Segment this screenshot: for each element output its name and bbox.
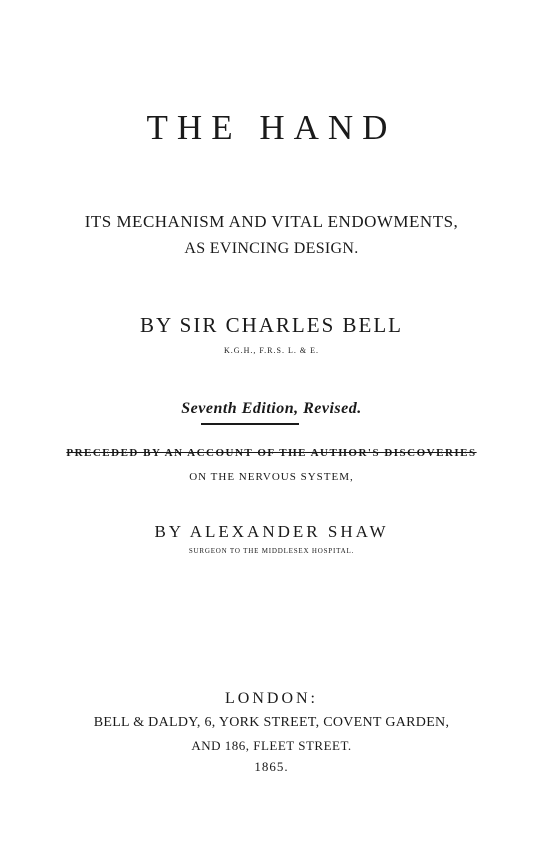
imprint-year: 1865. xyxy=(254,759,289,774)
author-credentials: K.G.H., F.R.S. L. & E. xyxy=(224,346,319,355)
editor-role: SURGEON TO THE MIDDLESEX HOSPITAL. xyxy=(188,547,355,555)
publisher-line-1: BELL & DALDY, 6, YORK STREET, COVENT GARDEN, xyxy=(93,715,450,730)
preceded-line-2: ON THE NERVOUS SYSTEM, xyxy=(189,471,354,483)
edition-statement: Seventh Edition, Revised. xyxy=(181,400,362,417)
edition-rule xyxy=(201,423,299,425)
publisher-line-2: AND 186, FLEET STREET. xyxy=(191,738,352,753)
preceded-line-1: PRECEDED BY AN ACCOUNT OF THE AUTHOR'S DISCOVERIES xyxy=(66,447,477,459)
author-line: BY SIR CHARLES BELL xyxy=(140,313,403,337)
imprint-city: LONDON: xyxy=(225,690,318,707)
subtitle-line-2: AS EVINCING DESIGN. xyxy=(184,240,359,257)
book-title: THE HAND xyxy=(146,108,397,147)
subtitle-line-1: ITS MECHANISM AND VITAL ENDOWMENTS, xyxy=(84,212,459,231)
editor-line: BY ALEXANDER SHAW xyxy=(154,522,389,541)
